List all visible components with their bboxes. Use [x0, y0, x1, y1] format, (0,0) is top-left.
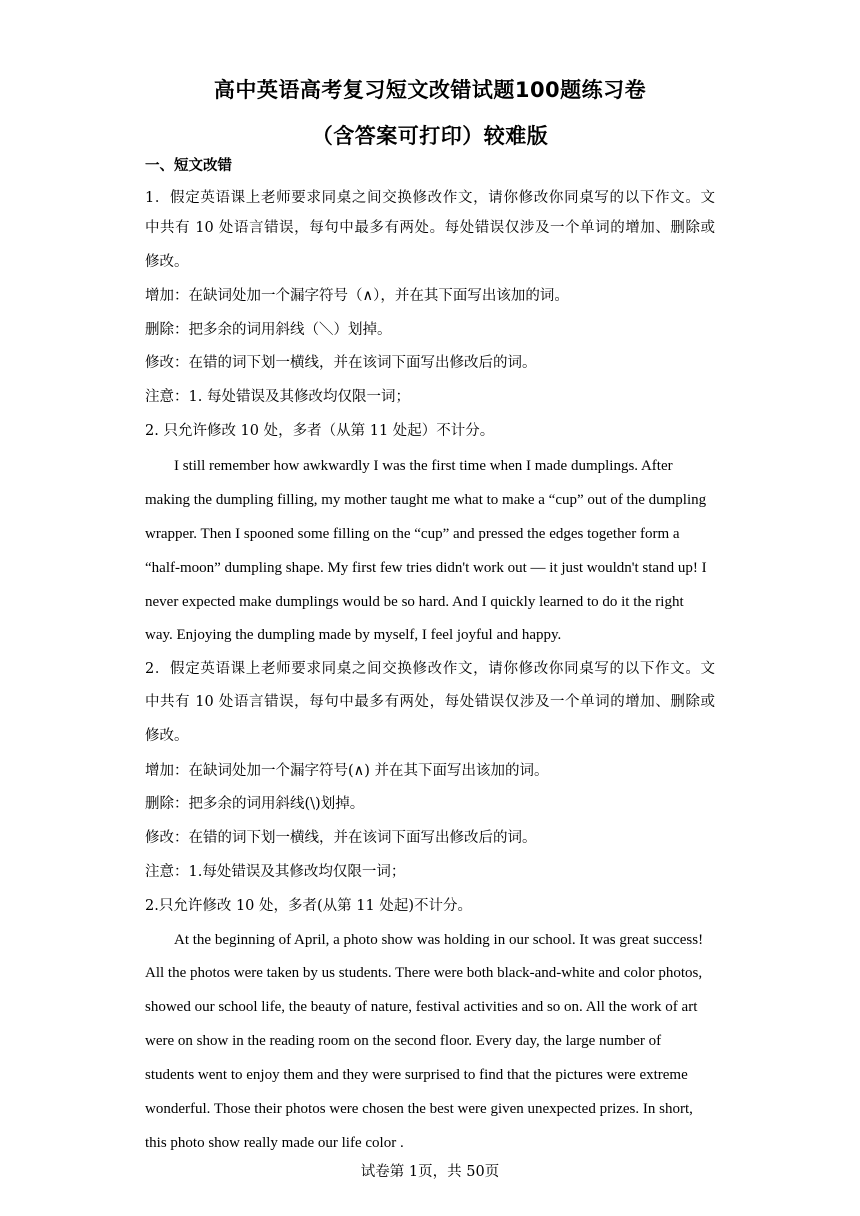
- q2-modify-rule: 修改：在错的词下划一横线，并在该词下面写出修改后的词。: [145, 830, 537, 846]
- q2-passage-line: wonderful. Those their photos were chosen the best were given unexpected prizes. In short,: [145, 1101, 693, 1117]
- q2-note-2: 2.只允许修改 10 处，多者(从第 11 处起)不计分。: [145, 898, 472, 914]
- q2-passage-line: were on show in the reading room on the second floor. Every day, the large number of: [145, 1033, 662, 1049]
- q1-passage-line: making the dumpling filling, my mother taught me what to make a “cup” out of the dumpling: [145, 492, 707, 508]
- section-heading: 一、短文改错: [145, 158, 232, 174]
- page-footer: 试卷第 1页，共 50页: [360, 1164, 500, 1180]
- q1-passage-line: way. Enjoying the dumpling made by myself, I feel joyful and happy.: [145, 627, 562, 643]
- q1-add-rule: 增加：在缺词处加一个漏字符号（∧），并在其下面写出该加的词。: [145, 288, 569, 304]
- document-subtitle: （含答案可打印）较难版: [311, 124, 549, 148]
- q1-passage-line: never expected make dumplings would be so hard. And I quickly learned to do it the right: [145, 594, 684, 610]
- q2-delete-rule: 删除：把多余的词用斜线(\)划掉。: [145, 796, 365, 812]
- q1-passage-line: “half-moon” dumpling shape. My first few tries didn't work out — it just wouldn't stand up! I: [145, 560, 707, 576]
- q2-passage-line: All the photos were taken by us students. There were both black-and-white and color photos,: [145, 965, 703, 981]
- q1-note-1: 注意：1. 每处错误及其修改均仅限一词；: [145, 389, 410, 405]
- q1-instruction-line: 中共有 10 处语言错误，每句中最多有两处。每处错误仅涉及一个单词的增加、删除或: [145, 220, 715, 236]
- q1-passage-line: I still remember how awkwardly I was the first time when I made dumplings. After: [174, 458, 673, 474]
- q2-passage-line: students went to enjoy them and they were surprised to find that the pictures were extreme: [145, 1067, 688, 1083]
- q1-instruction-line: 1．假定英语课上老师要求同桌之间交换修改作文，请你修改你同桌写的以下作文。文: [145, 190, 715, 206]
- q2-passage-line: showed our school life, the beauty of nature, festival activities and so on. All the work of art: [145, 999, 698, 1015]
- q2-add-rule: 增加：在缺词处加一个漏字符号(∧) 并在其下面写出该加的词。: [145, 763, 549, 779]
- q2-note-1: 注意：1.每处错误及其修改均仅限一词；: [145, 864, 406, 880]
- q1-passage-line: wrapper. Then I spooned some filling on the “cup” and pressed the edges together form a: [145, 526, 680, 542]
- q2-passage-line: this photo show really made our life color .: [145, 1135, 404, 1151]
- q1-delete-rule: 删除：把多余的词用斜线（＼）划掉。: [145, 322, 392, 338]
- q2-instruction-line: 2．假定英语课上老师要求同桌之间交换修改作文，请你修改你同桌写的以下作文。文: [145, 661, 715, 677]
- q1-modify-rule: 修改：在错的词下划一横线，并在该词下面写出修改后的词。: [145, 355, 537, 371]
- q2-instruction-line: 修改。: [145, 728, 189, 744]
- q1-instruction-line: 修改。: [145, 254, 189, 270]
- q2-passage-line: At the beginning of April, a photo show was holding in our school. It was great success!: [174, 932, 704, 948]
- q2-instruction-line: 中共有 10 处语言错误，每句中最多有两处，每处错误仅涉及一个单词的增加、删除或: [145, 694, 715, 710]
- q1-note-2: 2. 只允许修改 10 处，多者（从第 11 处起）不计分。: [145, 423, 495, 439]
- document-title: 高中英语高考复习短文改错试题100题练习卷: [213, 78, 647, 102]
